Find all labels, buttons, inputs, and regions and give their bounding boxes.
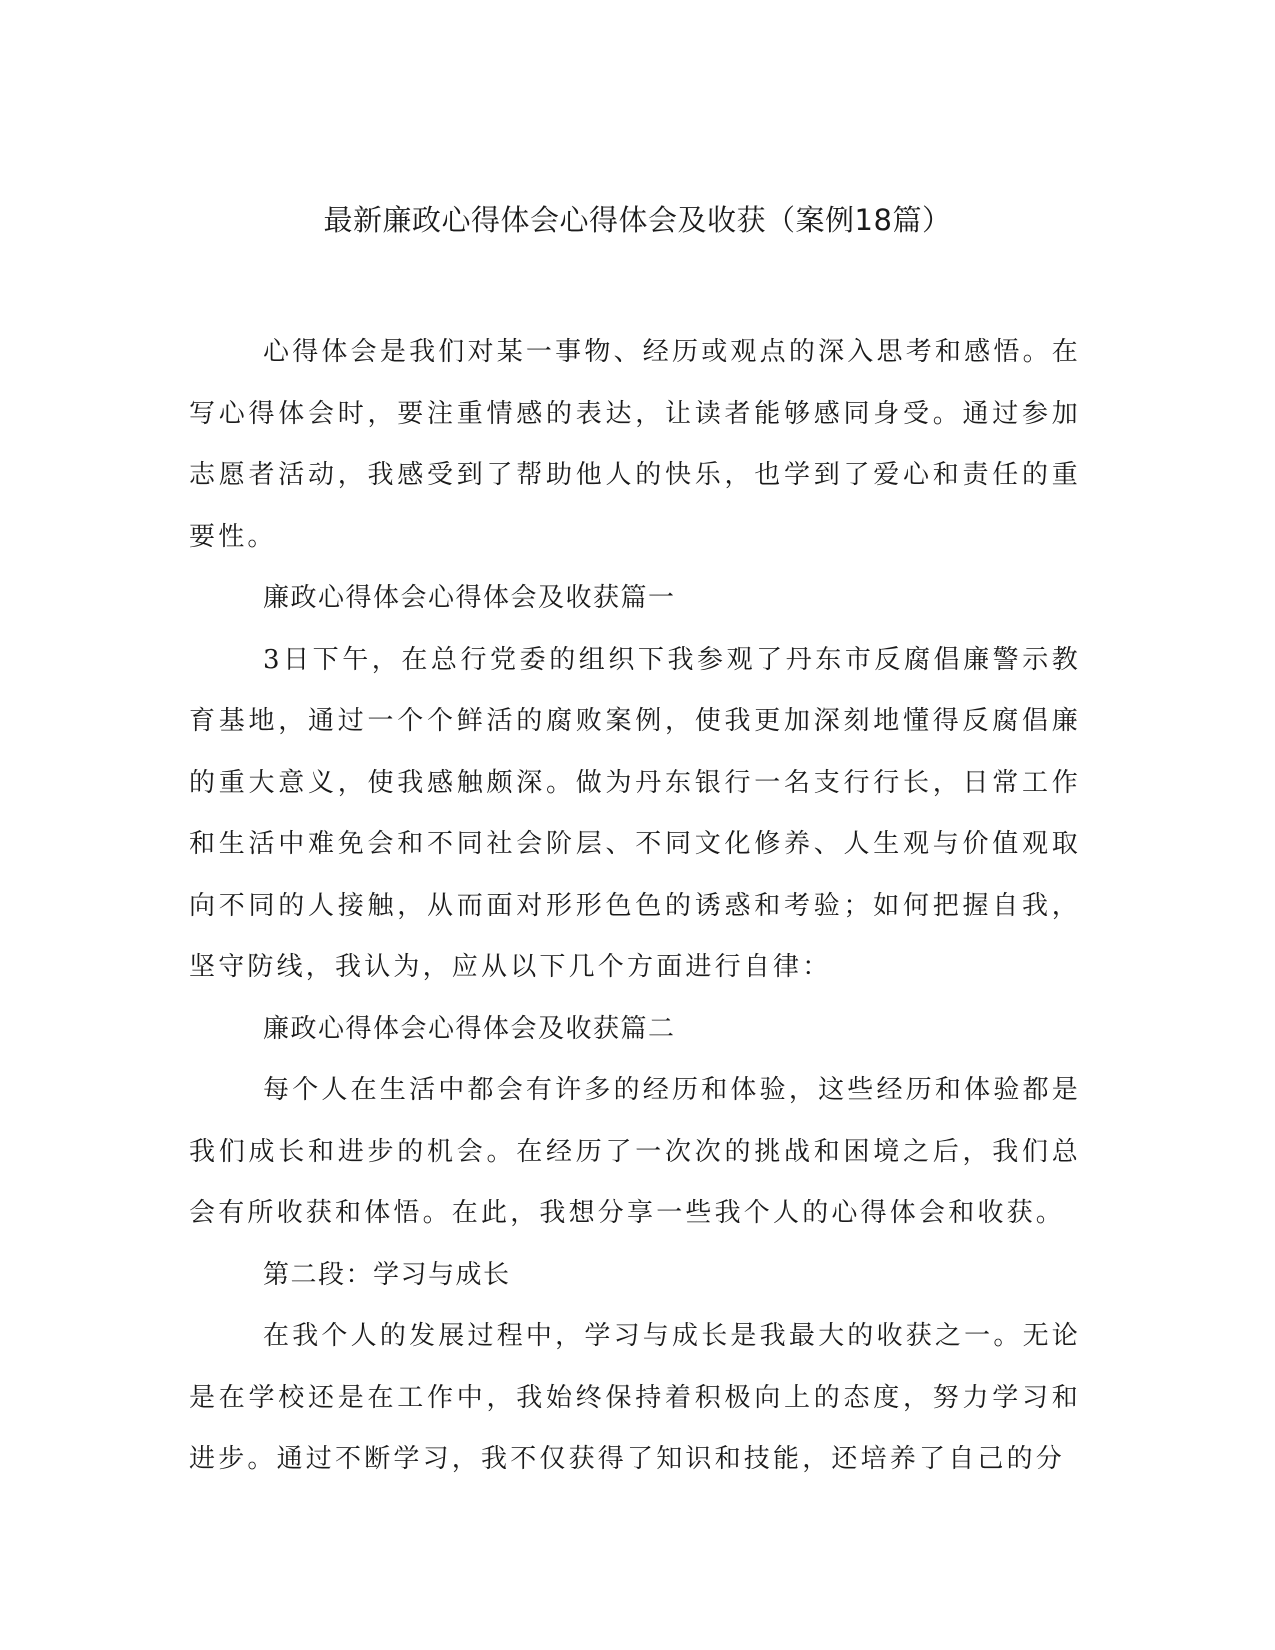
document-body	[189, 322, 1081, 1491]
paragraph-section-2: 每个人在生活中都会有许多的经历和体验，这些经历和体验都是我们成长和进步的机会。在经历了一次次的挑战和困境之后，我们总会有所收获和体悟。在此，我想分享一些我个人的心得体会和收获。	[189, 1075, 1081, 1228]
paragraph-intro: 心得体会是我们对某一事物、经历或观点的深入思考和感悟。在写心得体会时，要注重情感的表达，让读者能够感同身受。通过参加志愿者活动，我感受到了帮助他人的快乐，也学到了爱心和责任的重要性。	[189, 337, 1081, 552]
section-heading-2: 廉政心得体会心得体会及收获篇二	[263, 1013, 676, 1044]
paragraph-learning-growth: 在我个人的发展过程中，学习与成长是我最大的收获之一。无论是在学校还是在工作中，我始终保持着积极向上的态度，努力学习和进步。通过不断学习，我不仅获得了知识和技能，还培养了自己的分	[189, 1321, 1081, 1474]
document-title: 最新廉政心得体会心得体会及收获（案例18篇）	[323, 203, 952, 237]
paragraph-section-1: 3日下午，在总行党委的组织下我参观了丹东市反腐倡廉警示教育基地，通过一个个鲜活的腐败案例，使我更加深刻地懂得反腐倡廉的重大意义，使我感触颇深。做为丹东银行一名支行行长，日常工作和生活中难免会和不同社会阶层、不同文化修养、人生观与价值观取向不同的人接触，从而面对形形色色的诱惑和考验；如何把握自我，坚守防线，我认为，应从以下几个方面进行自律：	[189, 644, 1081, 982]
section-heading-1: 廉政心得体会心得体会及收获篇一	[263, 583, 676, 613]
subheading-learning-growth: 第二段：学习与成长	[263, 1259, 511, 1290]
